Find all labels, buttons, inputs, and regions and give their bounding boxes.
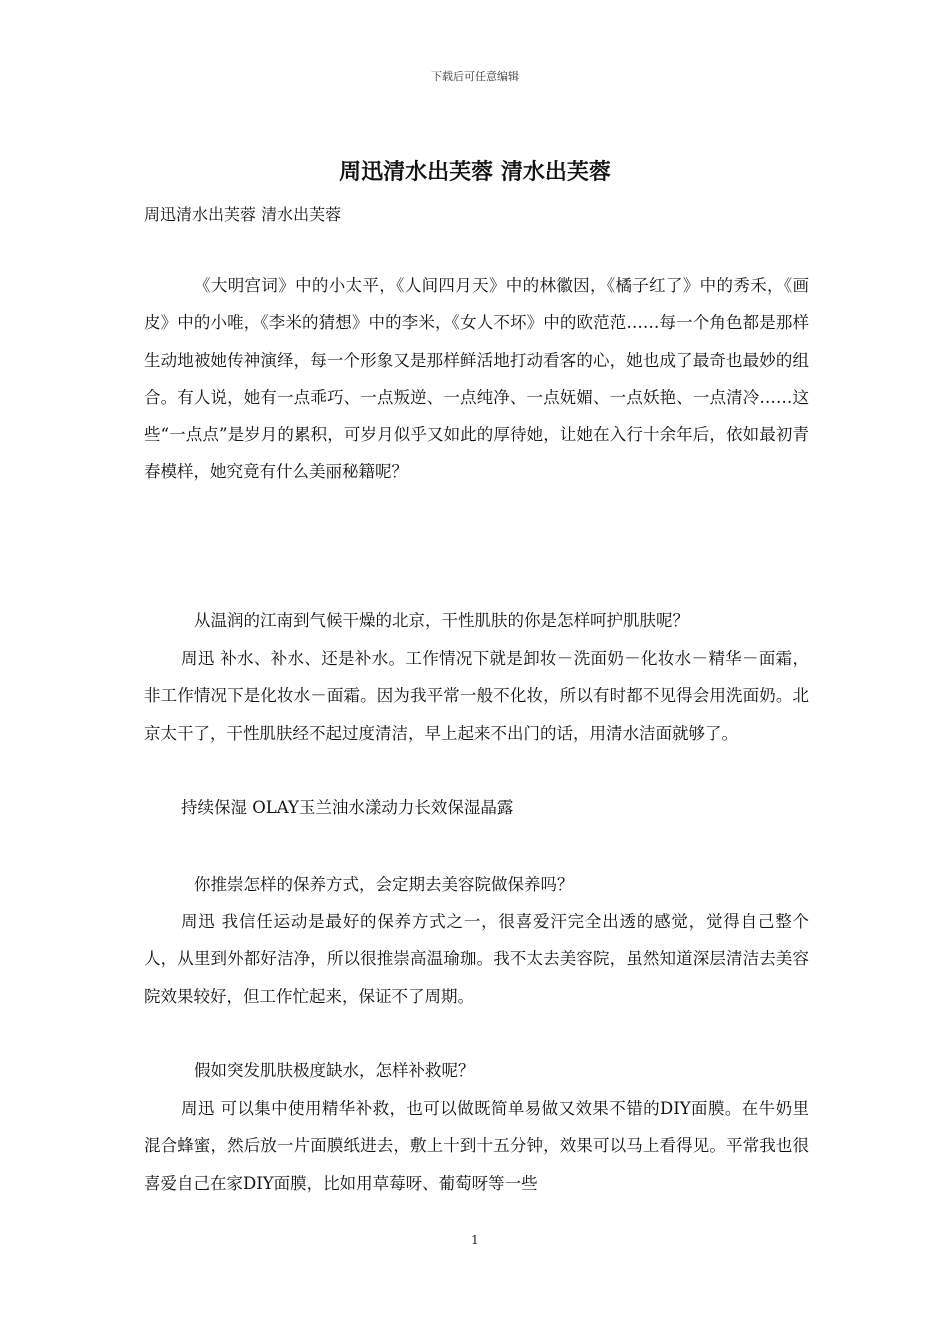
answer-3: 周迅 可以集中使用精华补救，也可以做既简单易做又效果不错的DIY面膜。在牛奶里混合蜂蜜，然后放一片面膜纸进去，敷上十到十五分钟，效果可以马上看得见。平常我也很喜爱自己在家DIY面膜，比如用草莓呀、葡萄呀等一些: [144, 1099, 809, 1193]
intro-paragraph: 《大明宫词》中的小太平，《人间四月天》中的林徽因，《橘子红了》中的秀禾，《画皮》中的小唯，《李米的猜想》中的李米，《女人不坏》中的欧范范……每一个角色都是那样生动地被她传神演绎，每一个形象又是那样鲜活地打动看客的心，她也成了最奇也最妙的组合。有人说，她有一点乖巧、一点叛逆、一点纯净、一点妩媚、一点妖艳、一点清冷……这些“一点点”是岁月的累积，可岁月似乎又如此的厚待她，让她在入行十余年后，依如最初青春模样，她究竟有什么美丽秘籍呢？: [144, 276, 809, 482]
header-note: 下载后可任意编辑: [431, 70, 519, 83]
answer-1: 周迅 补水、补水、还是补水。工作情况下就是卸妆－洗面奶－化妆水－精华－面霜，非工作情况下是化妆水－面霜。因为我平常一般不化妆，所以有时都不见得会用洗面奶。北京太干了，干性肌肤经不起过度清洁，早上起来不出门的话，用清水洁面就够了。: [144, 649, 809, 743]
answer-2: 周迅 我信任运动是最好的保养方式之一，很喜爱汗完全出透的感觉，觉得自己整个人，从里到外都好洁净，所以很推崇高温瑜珈。我不太去美容院，虽然知道深层清洁去美容院效果较好，但工作忙起来，保证不了周期。: [144, 912, 809, 1006]
product-line: 持续保湿 OLAY玉兰油水漾动力长效保湿晶露: [181, 798, 514, 817]
page-number: 1: [471, 1233, 479, 1247]
question-1: 从温润的江南到气候干燥的北京，干性肌肤的你是怎样呵护肌肤呢？: [194, 611, 689, 630]
question-2: 你推崇怎样的保养方式，会定期去美容院做保养吗？: [194, 875, 574, 894]
document-title: 周迅清水出芙蓉 清水出芙蓉: [339, 159, 611, 185]
question-3: 假如突发肌肤极度缺水，怎样补救呢？: [194, 1061, 475, 1080]
document-subtitle: 周迅清水出芙蓉 清水出芙蓉: [144, 205, 342, 224]
